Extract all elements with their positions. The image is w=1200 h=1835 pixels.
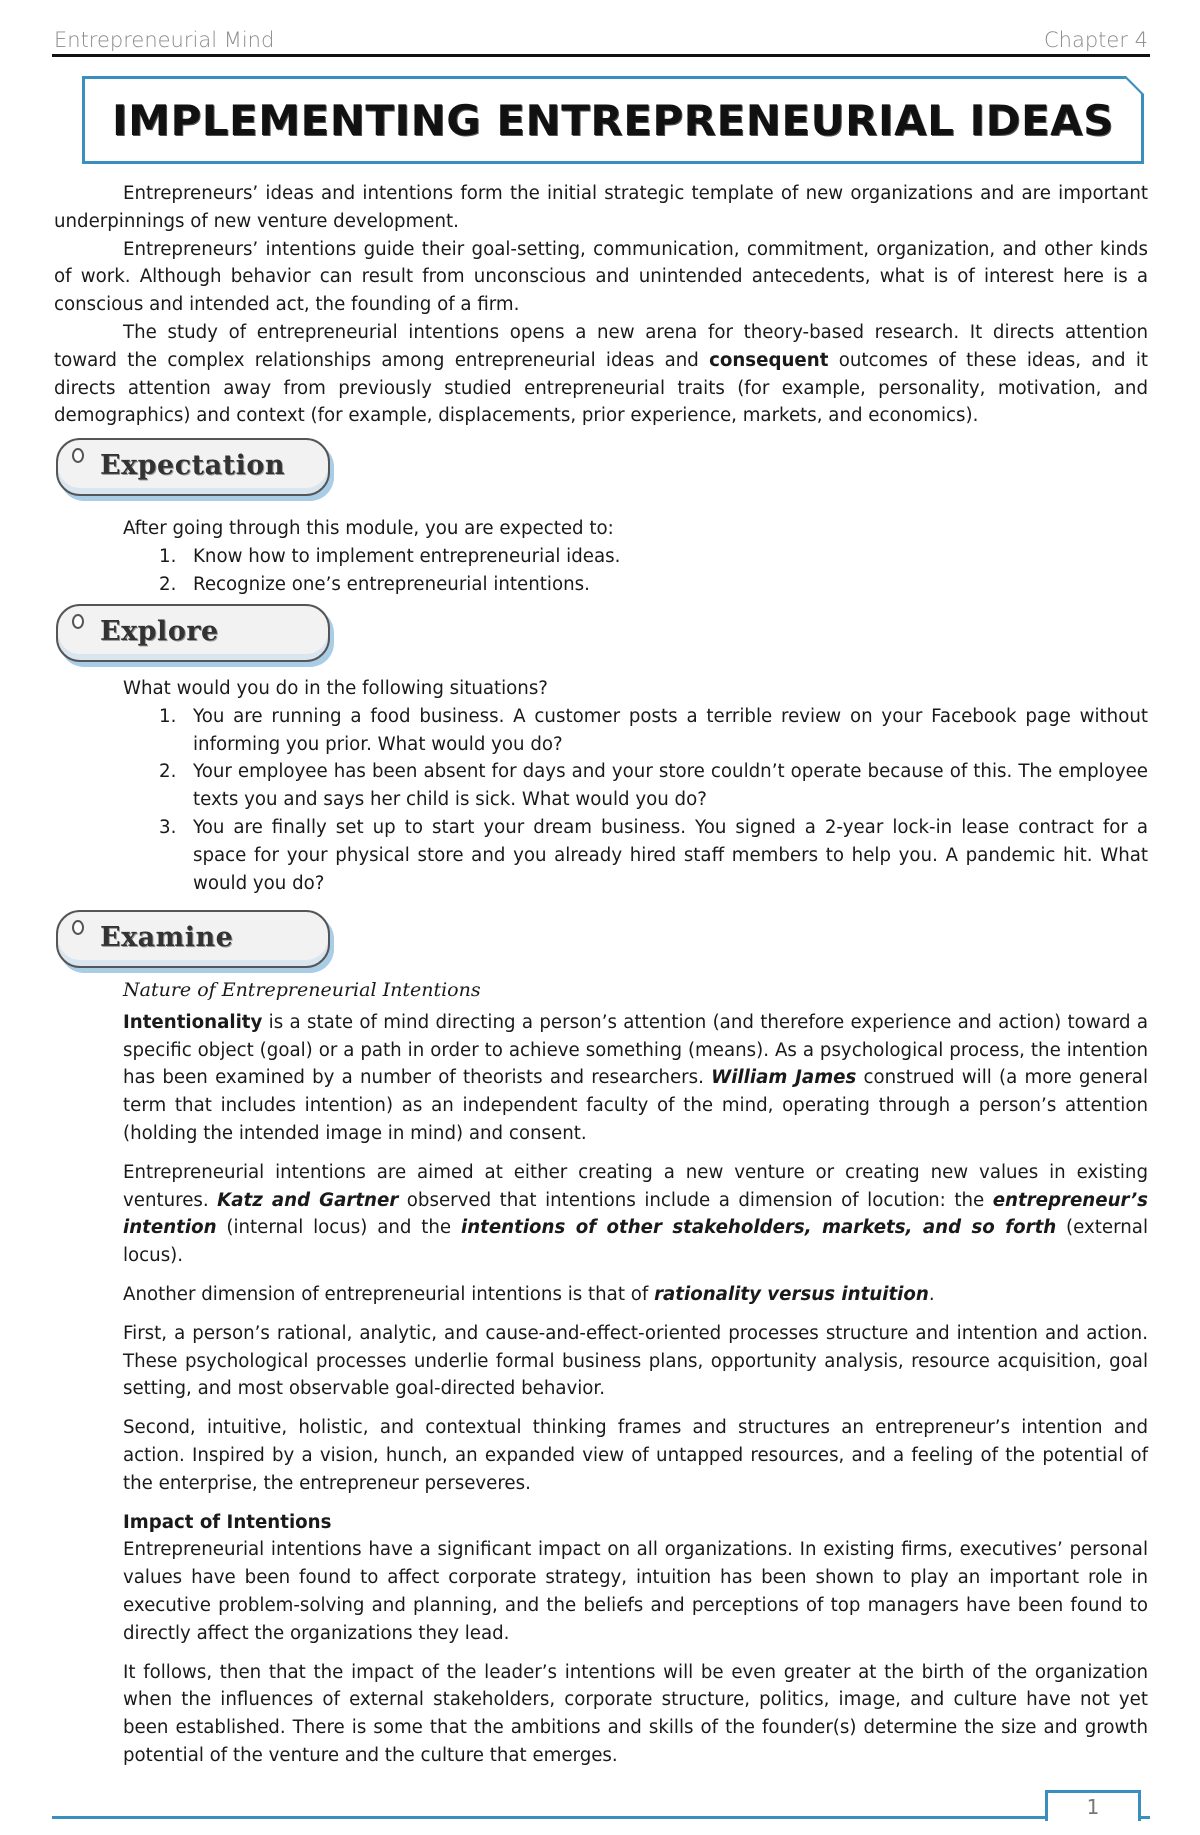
explore-banner bbox=[56, 604, 330, 662]
examine-banner bbox=[56, 910, 330, 968]
paragraph: Entrepreneurial intentions have a significant impact on all organizations. In existing firms, executives’ personal values have been found to affect corporate strategy, intuition has been shown to play an important role in executive problem-solving and planning, and the beliefs and perceptions of top managers have been found to directly affect the organizations they lead. bbox=[123, 1539, 1148, 1644]
examine-label: Examine bbox=[100, 922, 234, 953]
page-number: 1 bbox=[1045, 1790, 1141, 1821]
list-item: 2. Your employee has been absent for days and your store couldn’t operate because of this. The employee texts you and says her child is sick. What would you do? bbox=[159, 761, 1148, 811]
explore-list bbox=[123, 703, 1148, 898]
examine-section bbox=[123, 977, 1148, 1781]
page-header bbox=[52, 28, 1150, 57]
header-left: Entrepreneurial Mind bbox=[54, 28, 275, 52]
intro-paragraph: Entrepreneurs’ ideas and intentions form the initial strategic template of new organizations and are important underpinnings of new venture development. bbox=[54, 183, 1148, 232]
pin-icon bbox=[72, 920, 84, 935]
list-item: 1. Know how to implement entrepreneurial ideas. bbox=[159, 545, 621, 567]
list-item: 1. You are running a food business. A customer posts a terrible review on your Facebook page without informing you prior. What would you do? bbox=[159, 705, 1148, 755]
paragraph: Entrepreneurial intentions are aimed at either creating a new venture or creating new values in existing ventures. Katz and Gartner observed that intentions include a dimension of locution: the entrepreneur’s intention (internal locus) and the intentions of other stakeholders, markets, and so forth (external locus). bbox=[123, 1161, 1148, 1267]
explore-lead: What would you do in the following situations? bbox=[123, 678, 548, 699]
paragraph: It follows, then that the impact of the leader’s intentions will be even greater at the birth of the organization when the influences of external stakeholders, corporate structure, politics, image, and culture have not yet been established. There is some that the ambitions and skills of the founder(s) determine the size and growth potential of the venture and the culture that emerges. bbox=[123, 1661, 1148, 1766]
pin-icon bbox=[72, 614, 84, 629]
paragraph: Intentionality is a state of mind directing a person’s attention (and therefore experience and action) toward a specific object (goal) or a path in order to achieve something (means). As a psychological process, the intention has been examined by a number of theorists and researchers. William James construed will (a more general term that includes intention) as an independent faculty of the mind, operating through a person’s attention (holding the intended image in mind) and consent. bbox=[123, 1011, 1148, 1144]
paragraph: First, a person’s rational, analytic, and cause-and-effect-oriented processes structure and intention and action. These psychological processes underlie formal business plans, opportunity analysis, resource acquisition, goal setting, and most observable goal-directed behavior. bbox=[123, 1322, 1148, 1400]
pin-icon bbox=[72, 448, 84, 463]
paragraph: Second, intuitive, holistic, and contextual thinking frames and structures an entrepreneur’s intention and action. Inspired by a vision, hunch, an expanded view of untapped resources, and a feeling of the potential of the enterprise, the entrepreneur perseveres. bbox=[123, 1417, 1148, 1494]
header-right: Chapter 4 bbox=[1044, 28, 1148, 52]
footer-line bbox=[52, 1816, 1150, 1819]
expectation-section bbox=[123, 515, 1148, 598]
intro-paragraph: Entrepreneurs’ intentions guide their goal-setting, communication, commitment, organization, and other kinds of work. Although behavior can result from unconscious and unintended antecedents, what is of interest here is a conscious and intended act, the founding of a firm. bbox=[54, 238, 1148, 316]
list-item: 3. You are finally set up to start your dream business. You signed a 2-year lock-in lease contract for a space for your physical store and you already hired staff members to help you. A pandemic hit. What would you do? bbox=[159, 816, 1148, 894]
explore-label: Explore bbox=[100, 616, 219, 647]
paragraph: Another dimension of entrepreneurial intentions is that of rationality versus intuition. bbox=[123, 1283, 935, 1305]
expectation-list bbox=[123, 543, 1148, 599]
list-item: 2. Recognize one’s entrepreneurial intentions. bbox=[159, 573, 590, 595]
intro-text bbox=[54, 180, 1148, 430]
page-title: IMPLEMENTING ENTREPRENEURIAL IDEAS bbox=[112, 95, 1114, 145]
title-box bbox=[82, 76, 1144, 164]
intro-paragraph: The study of entrepreneurial intentions opens a new arena for theory-based research. It directs attention toward the complex relationships among entrepreneurial ideas and consequent outcomes of these ideas, and it directs attention away from previously studied entrepreneurial traits (for example, personality, motivation, and demographics) and context (for example, displacements, prior experience, markets, and economics). bbox=[54, 321, 1148, 427]
expectation-banner bbox=[56, 438, 330, 496]
section-subtitle: Nature of Entrepreneurial Intentions bbox=[123, 979, 481, 1001]
impact-heading: Impact of Intentions bbox=[123, 1511, 332, 1533]
expectation-label: Expectation bbox=[100, 450, 286, 481]
expectation-lead: After going through this module, you are expected to: bbox=[123, 518, 614, 539]
explore-section bbox=[123, 675, 1148, 897]
